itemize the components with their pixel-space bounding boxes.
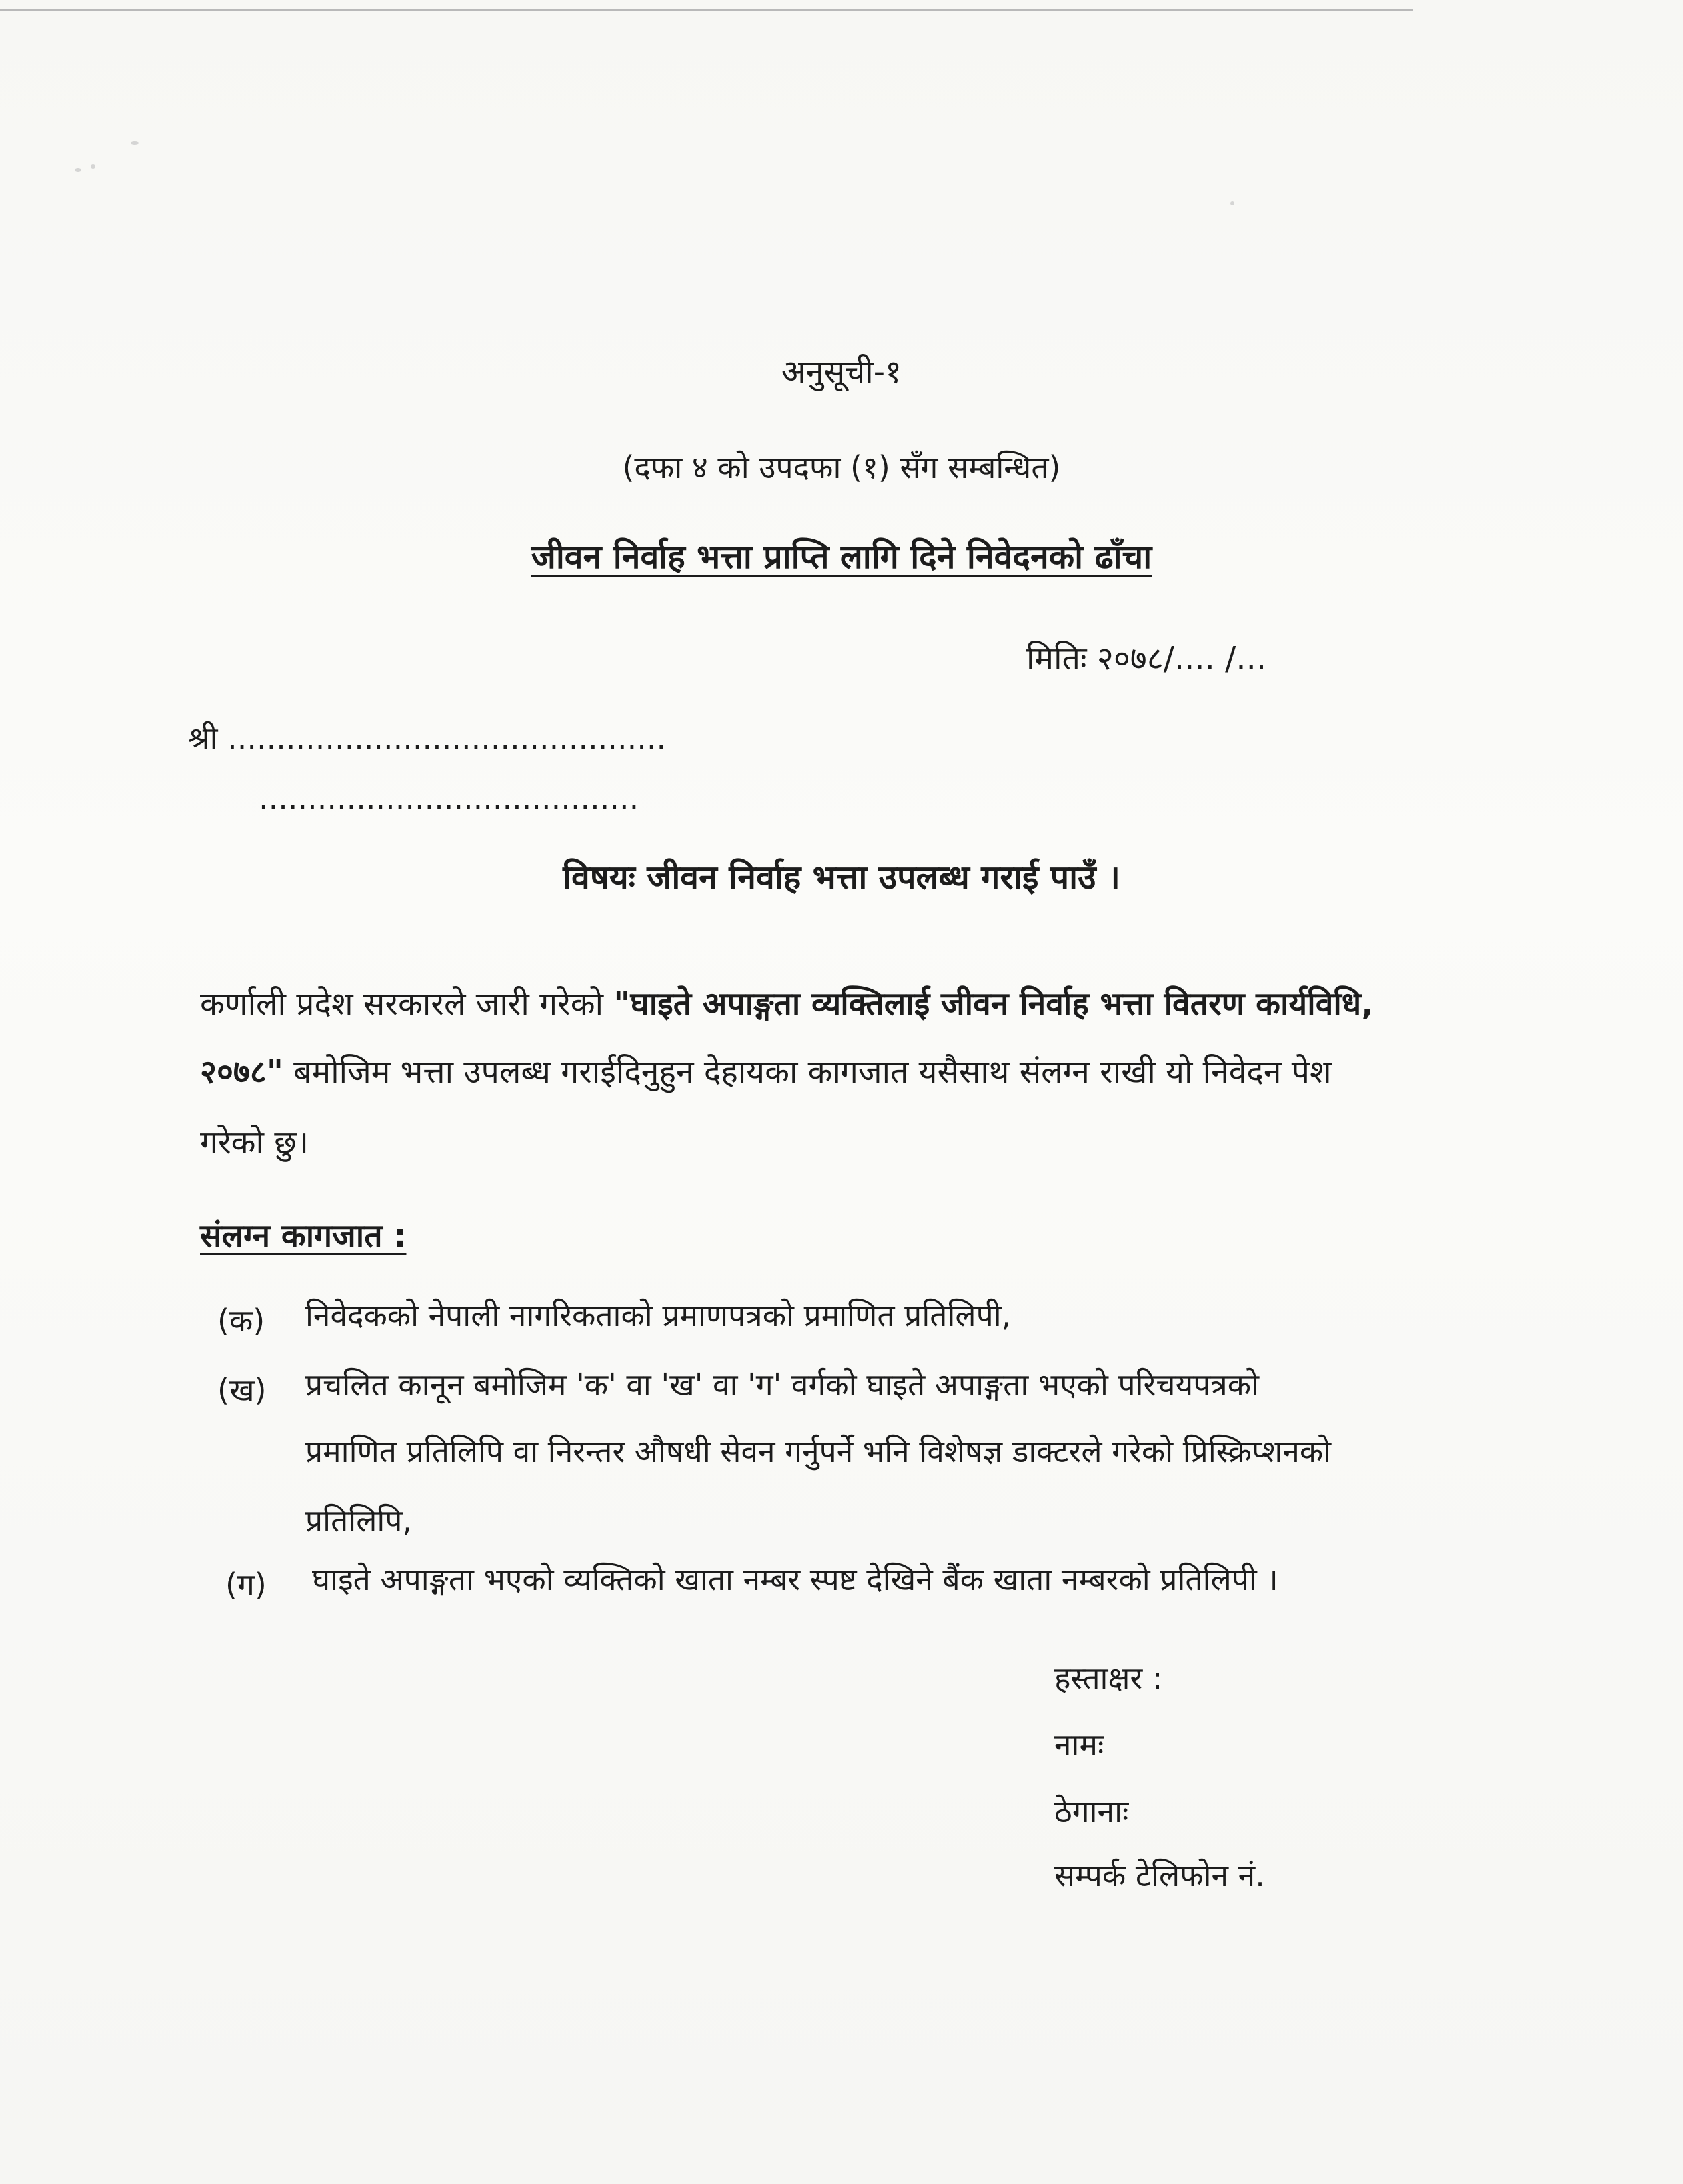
paper-mark <box>131 141 139 145</box>
attachment-item-kha-line-1: प्रचलित कानून बमोजिम 'क' वा 'ख' वा 'ग' वर्गको घाइते अपाङ्गता भएको परिचयपत्रको <box>305 1367 1260 1403</box>
attachment-marker-ka: (क) <box>217 1303 265 1339</box>
name-label: नामः <box>1054 1727 1104 1763</box>
body-prefix: कर्णाली प्रदेश सरकारले जारी गरेको <box>200 985 614 1023</box>
signature-label: हस्ताक्षर : <box>1054 1660 1163 1696</box>
attachment-item-ka-line-1: निवेदकको नेपाली नागरिकताको प्रमाणपत्रको प्रमाणित प्रतिलिपी, <box>305 1297 1012 1333</box>
schedule-heading: अनुसूची-१ <box>781 353 902 391</box>
attachment-item-kha-line-2: प्रमाणित प्रतिलिपि वा निरन्तर औषधी सेवन गर्नुपर्ने भनि विशेषज्ञ डाक्टरले गरेको प्रिस्क्रिप्शनको <box>305 1433 1332 1469</box>
paper-mark <box>91 164 95 169</box>
phone-label: सम्पर्क टेलिफोन नं. <box>1054 1857 1265 1893</box>
body-line-2 <box>200 1053 1506 1092</box>
procedure-title: "घाइते अपाङ्गता व्यक्तिलाई जीवन निर्वाह भत्ता वितरण कार्यविधि, <box>613 985 1374 1023</box>
attachment-marker-ga: (ग) <box>225 1567 267 1603</box>
attachments-heading: संलग्न कागजात : <box>200 1217 407 1255</box>
date-line: मितिः २०७८/.... /... <box>1026 640 1267 677</box>
paper-mark <box>1230 201 1234 205</box>
attachment-item-kha-line-3: प्रतिलिपि, <box>305 1503 413 1539</box>
address-label: ठेगानाः <box>1054 1793 1129 1829</box>
attachment-item-ga-line-1: घाइते अपाङ्गता भएको व्यक्तिको खाता नम्बर स्पष्ट देखिने बैंक खाता नम्बरको प्रतिलिपी । <box>312 1561 1278 1597</box>
addressee-line-2: ....................................... <box>259 780 639 816</box>
top-border-line <box>0 9 1413 11</box>
attachment-marker-kha: (ख) <box>217 1372 267 1408</box>
procedure-year: २०७८" <box>200 1053 283 1091</box>
addressee-line-1: श्री ............................................. <box>188 720 667 756</box>
subject-line: विषयः जीवन निर्वाह भत्ता उपलब्ध गराई पाउँ । <box>563 858 1120 897</box>
body-line-3: गरेको छु। <box>200 1124 309 1161</box>
body-line-1 <box>200 985 1506 1024</box>
paper-mark <box>75 168 81 172</box>
section-reference: (दफा ४ को उपदफा (१) सँग सम्बन्धित) <box>622 449 1061 485</box>
body-continuation: बमोजिम भत्ता उपलब्ध गराईदिनुहुन देहायका कागजात यसैसाथ संलग्न राखी यो निवेदन पेश <box>283 1053 1332 1091</box>
document-title: जीवन निर्वाह भत्ता प्राप्ति लागि दिने निवेदनको ढाँचा <box>531 537 1152 576</box>
